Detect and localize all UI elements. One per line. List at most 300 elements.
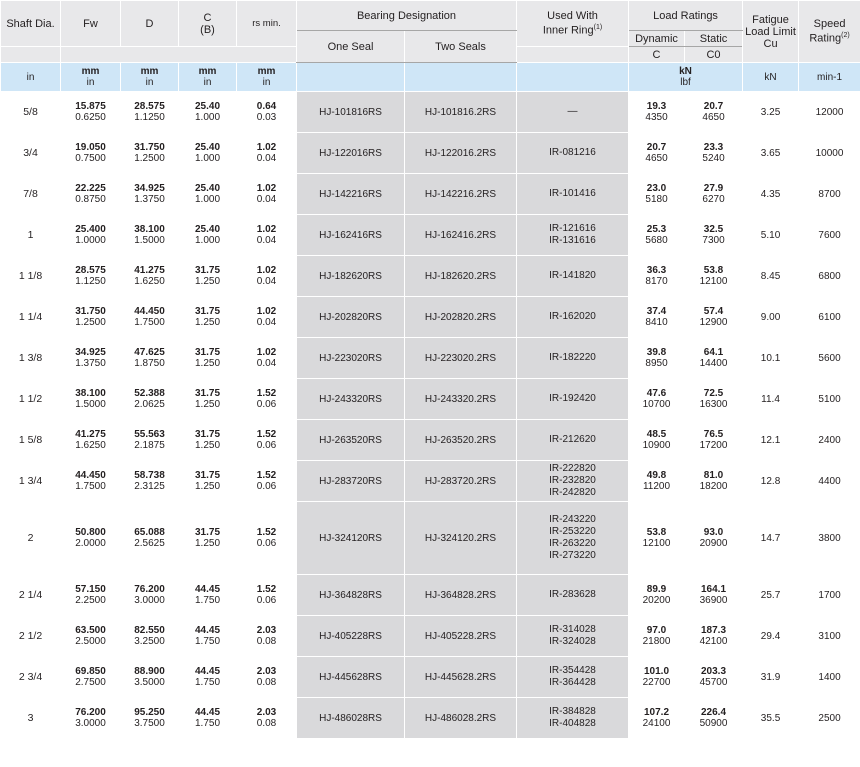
value-primary: 48.5 <box>646 429 667 440</box>
speed-cell <box>799 215 860 256</box>
unit-rs: mm in <box>237 63 297 92</box>
two-seals-cell <box>405 616 517 657</box>
value-secondary: 3.2500 <box>134 636 165 647</box>
value-secondary: 36900 <box>699 595 728 606</box>
shaft-dia-cell <box>1 215 61 256</box>
inner-ring-part: IR-263220 <box>549 538 596 549</box>
value-secondary: 8410 <box>645 317 668 328</box>
value-secondary: 2.7500 <box>75 677 106 688</box>
fatigue-cell <box>743 502 799 575</box>
value-secondary: 3.7500 <box>134 718 165 729</box>
rs-cell <box>237 502 297 575</box>
value-primary: 19.050 <box>75 142 106 153</box>
fw-cell <box>61 174 121 215</box>
speed-cell <box>799 379 860 420</box>
value-primary: 76.200 <box>134 584 165 595</box>
value-secondary: 18200 <box>699 481 728 492</box>
speed-value: 6800 <box>818 271 841 282</box>
value-primary: 34.925 <box>134 183 165 194</box>
fatigue-cell <box>743 420 799 461</box>
one-seal-cell <box>297 461 405 502</box>
one-seal-cell <box>297 657 405 698</box>
value-secondary: 4350 <box>645 112 668 123</box>
value-primary: 82.550 <box>134 625 165 636</box>
value-primary: 187.3 <box>701 625 727 636</box>
fatigue-value: 12.8 <box>760 476 781 487</box>
value-primary: 36.3 <box>646 265 667 276</box>
fatigue-value: 31.9 <box>760 672 781 683</box>
unit-ir <box>517 63 629 92</box>
value-primary: 44.45 <box>194 625 221 636</box>
d-cell <box>121 92 179 133</box>
value-secondary: 8170 <box>645 276 668 287</box>
c-cell <box>179 657 237 698</box>
shaft-dia-cell <box>1 502 61 575</box>
shaft-dia-cell <box>1 420 61 461</box>
one-seal-cell <box>297 92 405 133</box>
speed-cell <box>799 338 860 379</box>
two-seals-designation: HJ-243320.2RS <box>424 394 497 405</box>
inner-ring-cell <box>517 338 629 379</box>
inner-ring-part: IR-273220 <box>549 550 596 561</box>
value-primary: 20.7 <box>646 142 667 153</box>
one-seal-designation: HJ-243320RS <box>319 394 382 405</box>
shaft-dia-cell <box>1 657 61 698</box>
unit-c: mm in <box>179 63 237 92</box>
speed-value: 5600 <box>818 353 841 364</box>
inner-ring-cell <box>517 297 629 338</box>
value-secondary: 1.2500 <box>134 153 165 164</box>
value-primary: 53.8 <box>703 265 724 276</box>
speed-value: 3800 <box>818 533 841 544</box>
value-secondary: 21800 <box>642 636 671 647</box>
value-primary: 1.02 <box>256 265 277 276</box>
one-seal-designation: HJ-101816RS <box>319 107 382 118</box>
speed-value: 1400 <box>818 672 841 683</box>
c-cell <box>179 698 237 739</box>
inner-ring-part: IR-354428 <box>549 665 596 676</box>
value-secondary: 1.3750 <box>75 358 106 369</box>
shaft-dia-cell <box>1 461 61 502</box>
inner-ring-cell <box>517 698 629 739</box>
shaft-dia-value: 2 1/4 <box>18 589 43 601</box>
shaft-dia-value: 2 1/2 <box>18 630 43 642</box>
value-secondary: 2.3125 <box>134 481 165 492</box>
value-secondary: 12100 <box>699 276 728 287</box>
table-row <box>1 133 860 174</box>
value-secondary: 10700 <box>642 399 671 410</box>
two-seals-cell <box>405 698 517 739</box>
inner-ring-cell <box>517 174 629 215</box>
value-secondary: 1.8750 <box>134 358 165 369</box>
table-row <box>1 616 860 657</box>
speed-cell <box>799 461 860 502</box>
header-shaft-empty <box>1 47 61 63</box>
header-stat-c0: C0 <box>685 47 743 63</box>
value-secondary: 8950 <box>645 358 668 369</box>
table-row <box>1 174 860 215</box>
d-cell <box>121 461 179 502</box>
two-seals-cell <box>405 133 517 174</box>
inner-ring-cell <box>517 502 629 575</box>
value-primary: 1.02 <box>256 183 277 194</box>
value-primary: 31.75 <box>194 429 221 440</box>
value-secondary: 4650 <box>645 153 668 164</box>
dynamic-cell <box>629 575 685 616</box>
value-secondary: 1.250 <box>194 399 221 410</box>
inner-ring-part: IR-182220 <box>549 352 596 363</box>
header-bearing-designation: Bearing Designation <box>297 1 517 31</box>
d-cell <box>121 379 179 420</box>
d-cell <box>121 698 179 739</box>
units-row <box>1 63 860 92</box>
two-seals-designation: HJ-445628.2RS <box>424 672 497 683</box>
one-seal-cell <box>297 575 405 616</box>
value-secondary: 2.0000 <box>75 538 106 549</box>
value-primary: 101.0 <box>644 666 670 677</box>
header-c: C (B) <box>179 1 237 47</box>
value-secondary: 14400 <box>699 358 728 369</box>
value-secondary: 0.7500 <box>75 153 106 164</box>
unit-fatigue: kN <box>743 63 799 92</box>
value-secondary: 1.000 <box>194 153 221 164</box>
speed-value: 12000 <box>815 107 844 118</box>
d-cell <box>121 297 179 338</box>
rs-cell <box>237 461 297 502</box>
fw-cell <box>61 379 121 420</box>
two-seals-designation: HJ-324120.2RS <box>424 533 497 544</box>
speed-value: 1700 <box>818 590 841 601</box>
value-secondary: 1.7500 <box>134 317 165 328</box>
value-secondary: 3.0000 <box>75 718 106 729</box>
fw-cell <box>61 657 121 698</box>
value-secondary: 20200 <box>642 595 671 606</box>
fatigue-cell <box>743 133 799 174</box>
shaft-dia-value: 1 1/2 <box>18 393 43 405</box>
inner-ring-part: IR-131616 <box>549 235 596 246</box>
value-primary: 97.0 <box>646 625 667 636</box>
fw-cell <box>61 502 121 575</box>
two-seals-designation: HJ-223020.2RS <box>424 353 497 364</box>
shaft-dia-value: 1 5/8 <box>18 434 43 446</box>
value-primary: 1.02 <box>256 224 277 235</box>
value-primary: 44.450 <box>134 306 165 317</box>
value-secondary: 11200 <box>642 481 671 492</box>
value-secondary: 1.250 <box>194 358 221 369</box>
shaft-dia-value: 3 <box>27 712 34 724</box>
rs-cell <box>237 133 297 174</box>
rs-cell <box>237 92 297 133</box>
two-seals-cell <box>405 657 517 698</box>
value-secondary: 0.06 <box>256 399 277 410</box>
fatigue-value: 11.4 <box>761 394 780 405</box>
table-row <box>1 92 860 133</box>
value-secondary: 1.0000 <box>75 235 106 246</box>
static-cell <box>685 297 743 338</box>
fatigue-cell <box>743 256 799 297</box>
table-row <box>1 297 860 338</box>
speed-cell <box>799 256 860 297</box>
value-secondary: 5240 <box>702 153 725 164</box>
dynamic-cell <box>629 698 685 739</box>
value-primary: 2.03 <box>256 707 277 718</box>
value-primary: 107.2 <box>644 707 670 718</box>
value-primary: 44.45 <box>194 666 221 677</box>
fatigue-cell <box>743 698 799 739</box>
value-secondary: 1.250 <box>194 317 221 328</box>
fatigue-cell <box>743 575 799 616</box>
value-secondary: 22700 <box>642 677 671 688</box>
value-primary: 63.500 <box>75 625 106 636</box>
speed-cell <box>799 92 860 133</box>
inner-ring-cell <box>517 616 629 657</box>
value-primary: 93.0 <box>703 527 724 538</box>
d-cell <box>121 174 179 215</box>
value-secondary: 1.750 <box>194 595 221 606</box>
value-primary: 65.088 <box>134 527 165 538</box>
dynamic-cell <box>629 461 685 502</box>
one-seal-designation: HJ-122016RS <box>319 148 382 159</box>
dynamic-cell <box>629 297 685 338</box>
shaft-dia-value: 7/8 <box>23 188 38 200</box>
two-seals-cell <box>405 502 517 575</box>
two-seals-designation: HJ-101816.2RS <box>424 107 497 118</box>
dynamic-cell <box>629 338 685 379</box>
c-cell <box>179 575 237 616</box>
fatigue-value: 9.00 <box>760 312 781 323</box>
value-primary: 31.75 <box>194 265 221 276</box>
c-cell <box>179 133 237 174</box>
rs-cell <box>237 616 297 657</box>
value-secondary: 2.1875 <box>134 440 165 451</box>
dynamic-cell <box>629 502 685 575</box>
d-cell <box>121 215 179 256</box>
rs-cell <box>237 698 297 739</box>
fw-cell <box>61 92 121 133</box>
value-secondary: 0.08 <box>256 718 277 729</box>
value-secondary: 1.750 <box>194 636 221 647</box>
fw-cell <box>61 616 121 657</box>
value-primary: 1.02 <box>256 306 277 317</box>
speed-cell <box>799 420 860 461</box>
fatigue-value: 14.7 <box>760 533 781 544</box>
inner-ring-cell <box>517 256 629 297</box>
fatigue-value: 4.35 <box>760 189 781 200</box>
d-cell <box>121 657 179 698</box>
d-cell <box>121 338 179 379</box>
static-cell <box>685 698 743 739</box>
shaft-dia-value: 1 <box>27 229 34 241</box>
value-secondary: 1.750 <box>194 677 221 688</box>
fatigue-cell <box>743 297 799 338</box>
header-load-ratings: Load Ratings <box>629 1 743 31</box>
value-secondary: 12100 <box>642 538 671 549</box>
two-seals-designation: HJ-202820.2RS <box>424 312 497 323</box>
static-cell <box>685 461 743 502</box>
shaft-dia-cell <box>1 575 61 616</box>
value-secondary: 0.04 <box>256 153 277 164</box>
value-primary: 1.52 <box>256 584 277 595</box>
value-primary: 15.875 <box>75 101 106 112</box>
two-seals-cell <box>405 575 517 616</box>
value-secondary: 1.3750 <box>134 194 165 205</box>
rs-cell <box>237 215 297 256</box>
two-seals-cell <box>405 379 517 420</box>
value-primary: 38.100 <box>75 388 106 399</box>
value-primary: 89.9 <box>646 584 667 595</box>
value-primary: 25.3 <box>646 224 667 235</box>
value-primary: 28.575 <box>134 101 165 112</box>
static-cell <box>685 616 743 657</box>
value-primary: 37.4 <box>646 306 667 317</box>
d-cell <box>121 420 179 461</box>
two-seals-cell <box>405 420 517 461</box>
one-seal-cell <box>297 616 405 657</box>
fatigue-cell <box>743 616 799 657</box>
two-seals-cell <box>405 297 517 338</box>
header-used-with: Used With Inner Ring$^{(1)}$ <box>517 1 629 47</box>
value-primary: 23.3 <box>703 142 724 153</box>
value-secondary: 1.1250 <box>75 276 106 287</box>
unit-one-seal <box>297 63 405 92</box>
value-primary: 1.52 <box>256 388 277 399</box>
c-cell <box>179 338 237 379</box>
value-secondary: 1.000 <box>194 235 221 246</box>
value-primary: 76.5 <box>703 429 724 440</box>
inner-ring-part: IR-364428 <box>549 677 596 688</box>
static-cell <box>685 256 743 297</box>
static-cell <box>685 338 743 379</box>
value-secondary: 3.0000 <box>134 595 165 606</box>
one-seal-designation: HJ-283720RS <box>319 476 382 487</box>
c-cell <box>179 174 237 215</box>
speed-value: 4400 <box>818 476 841 487</box>
value-primary: 164.1 <box>701 584 727 595</box>
value-secondary: 0.06 <box>256 595 277 606</box>
inner-ring-cell <box>517 657 629 698</box>
value-primary: 55.563 <box>134 429 165 440</box>
one-seal-cell <box>297 698 405 739</box>
unit-load: kN lbf <box>629 63 743 92</box>
value-primary: 0.64 <box>256 101 277 112</box>
value-primary: 41.275 <box>134 265 165 276</box>
shaft-dia-cell <box>1 297 61 338</box>
header-speed: Speed Rating$^{(2)}$ <box>799 1 860 63</box>
one-seal-cell <box>297 420 405 461</box>
header-ir-empty <box>517 47 629 63</box>
fatigue-value: 25.7 <box>760 590 781 601</box>
one-seal-cell <box>297 215 405 256</box>
value-primary: 81.0 <box>703 470 724 481</box>
speed-cell <box>799 698 860 739</box>
fatigue-value: 35.5 <box>760 713 781 724</box>
header-shaft-dia: Shaft Dia. <box>1 1 61 47</box>
one-seal-designation: HJ-405228RS <box>319 631 382 642</box>
value-secondary: 10900 <box>642 440 671 451</box>
shaft-dia-cell <box>1 698 61 739</box>
value-primary: 28.575 <box>75 265 106 276</box>
fatigue-cell <box>743 461 799 502</box>
table-row <box>1 657 860 698</box>
table-row <box>1 461 860 502</box>
value-primary: 39.8 <box>646 347 667 358</box>
value-secondary: 12900 <box>699 317 728 328</box>
table-row <box>1 256 860 297</box>
value-secondary: 50900 <box>699 718 728 729</box>
header-rs: rs min. <box>237 1 297 47</box>
fw-cell <box>61 420 121 461</box>
dynamic-cell <box>629 379 685 420</box>
speed-value: 5100 <box>818 394 841 405</box>
two-seals-designation: HJ-122016.2RS <box>424 148 497 159</box>
value-secondary: 24100 <box>642 718 671 729</box>
rs-cell <box>237 575 297 616</box>
static-cell <box>685 657 743 698</box>
unit-two-seals <box>405 63 517 92</box>
c-cell <box>179 379 237 420</box>
value-secondary: 0.08 <box>256 636 277 647</box>
value-secondary: 1.6250 <box>75 440 106 451</box>
value-primary: 57.4 <box>703 306 724 317</box>
value-primary: 58.738 <box>134 470 165 481</box>
one-seal-designation: HJ-142216RS <box>319 189 382 200</box>
fatigue-cell <box>743 174 799 215</box>
speed-cell <box>799 616 860 657</box>
shaft-dia-value: 3/4 <box>23 147 38 159</box>
table-row <box>1 215 860 256</box>
value-primary: 95.250 <box>134 707 165 718</box>
inner-ring-part: IR-314028 <box>549 624 596 635</box>
rs-cell <box>237 256 297 297</box>
value-secondary: 0.6250 <box>75 112 106 123</box>
value-secondary: 2.5625 <box>134 538 165 549</box>
value-secondary: 1.750 <box>194 718 221 729</box>
shaft-dia-cell <box>1 338 61 379</box>
two-seals-cell <box>405 256 517 297</box>
value-primary: 31.750 <box>75 306 106 317</box>
inner-ring-part: IR-081216 <box>549 147 596 158</box>
shaft-dia-cell <box>1 379 61 420</box>
fw-cell <box>61 256 121 297</box>
fatigue-value: 10.1 <box>760 353 781 364</box>
value-primary: 25.40 <box>194 101 221 112</box>
value-primary: 44.45 <box>194 707 221 718</box>
unit-d: mm in <box>121 63 179 92</box>
unit-speed: min-1 <box>799 63 860 92</box>
dynamic-cell <box>629 215 685 256</box>
fw-cell <box>61 215 121 256</box>
one-seal-designation: HJ-364828RS <box>319 590 382 601</box>
value-secondary: 1.250 <box>194 440 221 451</box>
inner-ring-part: — <box>567 106 578 117</box>
value-secondary: 45700 <box>699 677 728 688</box>
two-seals-cell <box>405 174 517 215</box>
rs-cell <box>237 657 297 698</box>
inner-ring-part: IR-121616 <box>549 223 596 234</box>
two-seals-designation: HJ-405228.2RS <box>424 631 497 642</box>
dynamic-cell <box>629 657 685 698</box>
value-primary: 50.800 <box>75 527 106 538</box>
value-primary: 2.03 <box>256 625 277 636</box>
value-secondary: 42100 <box>699 636 728 647</box>
one-seal-cell <box>297 256 405 297</box>
fw-cell <box>61 133 121 174</box>
speed-value: 7600 <box>818 230 841 241</box>
table-row <box>1 379 860 420</box>
value-secondary: 0.04 <box>256 317 277 328</box>
speed-cell <box>799 502 860 575</box>
value-secondary: 5680 <box>645 235 668 246</box>
